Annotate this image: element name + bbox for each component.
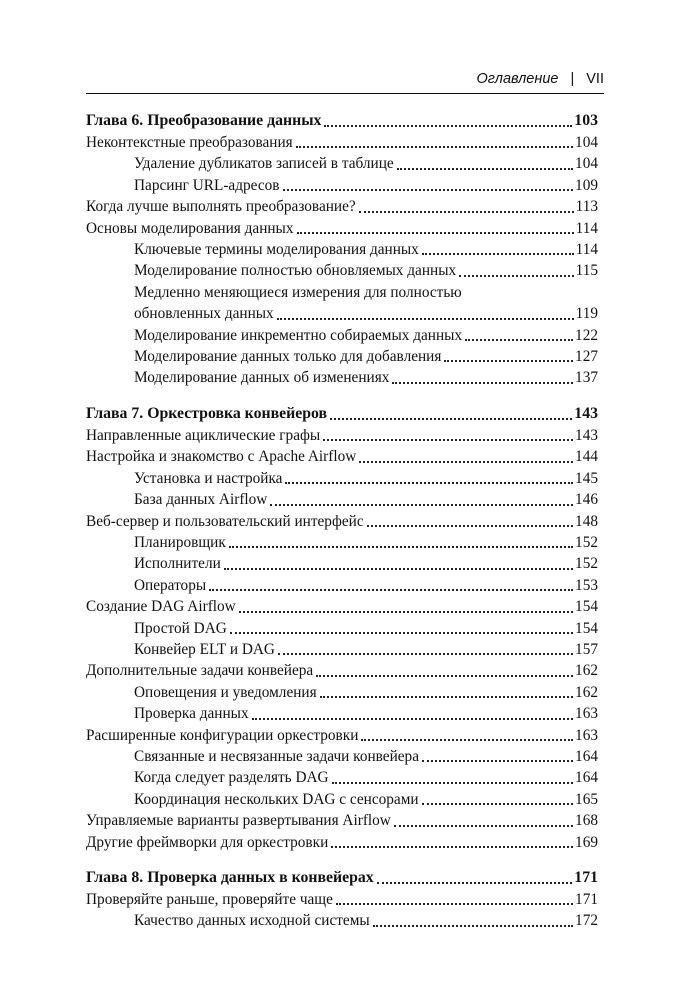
entry-title: Планировщик bbox=[134, 533, 226, 551]
page-number: 115 bbox=[575, 262, 598, 280]
entry-title: Удаление дубликатов записей в таблице bbox=[134, 155, 394, 173]
page-number: 103 bbox=[574, 112, 598, 129]
toc-entry[interactable] bbox=[86, 810, 598, 831]
toc-subentry[interactable] bbox=[86, 767, 598, 788]
entry-title: Операторы bbox=[134, 576, 207, 594]
dot-leader bbox=[224, 568, 573, 570]
page-number: 153 bbox=[575, 576, 598, 594]
entry-title: Простой DAG bbox=[134, 619, 227, 637]
dot-leader bbox=[324, 125, 572, 127]
toc-entry[interactable] bbox=[86, 660, 598, 681]
toc-entry[interactable] bbox=[86, 218, 598, 239]
chapter-6 bbox=[86, 110, 598, 389]
page-number: 143 bbox=[575, 426, 598, 444]
chapter-heading[interactable] bbox=[86, 110, 598, 132]
page-number: 163 bbox=[575, 726, 598, 744]
entry-title: Моделирование полностью обновляемых данных bbox=[134, 262, 457, 280]
entry-title: Управляемые варианты развертывания Airflow bbox=[86, 812, 391, 830]
entry-title: Связанные и несвязанные задачи конвейера bbox=[134, 747, 419, 765]
dot-leader bbox=[230, 632, 573, 634]
dot-leader bbox=[332, 782, 573, 784]
toc-entry[interactable] bbox=[86, 132, 598, 153]
dot-leader bbox=[377, 882, 573, 884]
toc-subentry[interactable] bbox=[86, 468, 598, 489]
toc-subentry[interactable] bbox=[86, 532, 598, 553]
dot-leader bbox=[297, 232, 574, 234]
dot-leader bbox=[320, 696, 573, 698]
dot-leader bbox=[331, 846, 573, 848]
dot-leader bbox=[330, 418, 572, 420]
chapter-8 bbox=[86, 867, 598, 932]
page-number: 137 bbox=[575, 369, 598, 387]
toc-subentry[interactable] bbox=[86, 703, 598, 724]
page-number: 154 bbox=[575, 598, 598, 616]
entry-title: База данных Airflow bbox=[134, 491, 268, 509]
toc-entry[interactable] bbox=[86, 511, 598, 532]
toc-subentry[interactable] bbox=[86, 682, 598, 703]
entry-title: Неконтекстные преобразования bbox=[86, 134, 293, 151]
entry-title: Расширенные конфигурации оркестровки bbox=[86, 726, 359, 744]
toc-entry[interactable] bbox=[86, 832, 598, 853]
entry-title: Ключевые термины моделирования данных bbox=[134, 241, 419, 259]
page-number: 152 bbox=[575, 533, 598, 551]
page-number: 143 bbox=[574, 404, 598, 422]
page-number: 122 bbox=[575, 326, 598, 344]
dot-leader bbox=[444, 360, 573, 362]
dot-leader bbox=[316, 675, 573, 677]
entry-title: Проверяйте раньше, проверяйте чаще bbox=[86, 891, 333, 908]
entry-title: Координация нескольких DAG с сенсорами bbox=[134, 790, 419, 808]
dot-leader bbox=[252, 718, 573, 720]
toc-subentry[interactable] bbox=[86, 746, 598, 767]
toc-subentry[interactable] bbox=[86, 153, 598, 174]
entry-title: Установка и настройка bbox=[134, 469, 283, 487]
page-number: 146 bbox=[575, 491, 598, 509]
toc-subentry[interactable] bbox=[86, 325, 598, 346]
page-number: 104 bbox=[575, 155, 598, 173]
entry-title: Настройка и знакомство с Apache Airflow bbox=[86, 448, 357, 466]
dot-leader bbox=[323, 439, 573, 441]
page-number: 162 bbox=[575, 662, 598, 680]
toc-subentry[interactable] bbox=[86, 175, 598, 196]
chapter-title: Глава 6. Преобразование данных bbox=[86, 112, 322, 129]
dot-leader bbox=[459, 275, 573, 277]
dot-leader bbox=[465, 339, 573, 341]
page-number: 162 bbox=[575, 683, 598, 701]
entry-title: Создание DAG Airflow bbox=[86, 598, 236, 616]
toc-subentry[interactable] bbox=[86, 910, 598, 931]
page-number: 145 bbox=[575, 469, 598, 487]
page-number: 164 bbox=[575, 769, 598, 787]
page-number: 171 bbox=[575, 891, 598, 908]
chapter-heading[interactable] bbox=[86, 867, 598, 889]
toc-entry[interactable] bbox=[86, 725, 598, 746]
dot-leader bbox=[422, 760, 573, 762]
dot-leader bbox=[283, 189, 574, 191]
dot-leader bbox=[229, 546, 573, 548]
dot-leader bbox=[422, 803, 573, 805]
dot-leader bbox=[361, 739, 573, 741]
dot-leader bbox=[285, 482, 573, 484]
entry-title: Моделирование инкрементно собираемых данных bbox=[134, 326, 463, 344]
chapter-title: Глава 8. Проверка данных в конвейерах bbox=[86, 869, 374, 886]
entry-title: Дополнительные задачи конвейера bbox=[86, 662, 314, 680]
dot-leader bbox=[394, 825, 573, 827]
page-number: 157 bbox=[575, 640, 598, 658]
page-number: 144 bbox=[575, 448, 598, 466]
toc-entry[interactable] bbox=[86, 425, 598, 446]
toc-subentry[interactable] bbox=[86, 618, 598, 639]
dot-leader bbox=[392, 382, 573, 384]
toc-subentry[interactable] bbox=[86, 260, 598, 281]
dot-leader bbox=[239, 611, 573, 613]
entry-title: обновленных данных bbox=[134, 305, 274, 323]
entry-title: Парсинг URL-адресов bbox=[134, 176, 280, 194]
chapter-heading[interactable] bbox=[86, 403, 598, 425]
page-number: 172 bbox=[575, 912, 598, 930]
toc-subentry[interactable] bbox=[86, 639, 598, 660]
page-number: 148 bbox=[575, 512, 598, 530]
page-number: 169 bbox=[575, 833, 598, 851]
page-number: 165 bbox=[575, 790, 598, 808]
toc-entry[interactable] bbox=[86, 196, 598, 217]
dot-leader bbox=[397, 168, 573, 170]
page-number: 163 bbox=[575, 705, 598, 723]
page-number: 164 bbox=[575, 747, 598, 765]
entry-title: Конвейер ELT и DAG bbox=[134, 640, 275, 658]
toc-entry[interactable] bbox=[86, 596, 598, 617]
toc-subentry[interactable] bbox=[86, 489, 598, 510]
running-head bbox=[86, 68, 604, 90]
entry-title: Исполнители bbox=[134, 555, 221, 573]
running-head-page-number: VII bbox=[586, 71, 604, 87]
dot-leader bbox=[359, 211, 574, 213]
chapter-title: Глава 7. Оркестровка конвейеров bbox=[86, 404, 328, 422]
running-head-section: Оглавление bbox=[476, 71, 559, 87]
dot-leader bbox=[336, 903, 573, 905]
toc-subentry[interactable] bbox=[86, 575, 598, 596]
dot-leader bbox=[296, 146, 573, 148]
toc-entry[interactable] bbox=[86, 889, 598, 910]
page-number: 109 bbox=[575, 176, 598, 194]
dot-leader bbox=[422, 253, 574, 255]
toc-subentry[interactable] bbox=[86, 367, 598, 388]
page-number: 171 bbox=[574, 869, 598, 886]
dot-leader bbox=[367, 525, 573, 527]
dot-leader bbox=[359, 461, 573, 463]
entry-title: Проверка данных bbox=[134, 705, 249, 723]
dot-leader bbox=[270, 504, 573, 506]
page-number: 113 bbox=[575, 198, 598, 216]
toc-subentry-wrapped-line[interactable]: Медленно меняющиеся измерения для полностью bbox=[134, 283, 462, 301]
table-of-contents bbox=[86, 110, 598, 946]
page-number: 168 bbox=[575, 812, 598, 830]
entry-title: Когда следует разделять DAG bbox=[134, 769, 329, 787]
entry-title: Веб-сервер и пользовательский интерфейс bbox=[86, 512, 364, 530]
toc-subentry[interactable] bbox=[86, 789, 598, 810]
entry-title: Когда лучше выполнять преобразование? bbox=[86, 198, 356, 216]
entry-title: Основы моделирования данных bbox=[86, 219, 294, 237]
toc-entry[interactable] bbox=[86, 446, 598, 467]
page-number: 127 bbox=[575, 348, 598, 366]
header-rule bbox=[86, 93, 604, 94]
page-number: 152 bbox=[575, 555, 598, 573]
page-number: 119 bbox=[575, 305, 598, 323]
dot-leader bbox=[278, 653, 573, 655]
entry-title: Моделирование данных об изменениях bbox=[134, 369, 390, 387]
entry-title: Направленные ациклические графы bbox=[86, 426, 321, 444]
toc-subentry[interactable] bbox=[86, 346, 598, 367]
page-number: 114 bbox=[575, 241, 598, 259]
entry-title: Другие фреймворки для оркестровки bbox=[86, 833, 329, 851]
chapter-7 bbox=[86, 403, 598, 853]
dot-leader bbox=[209, 589, 573, 591]
entry-title: Качество данных исходной системы bbox=[134, 912, 370, 930]
entry-title: Оповещения и уведомления bbox=[134, 683, 317, 701]
toc-subentry[interactable] bbox=[86, 239, 598, 260]
toc-subentry[interactable] bbox=[86, 303, 598, 324]
page-number: 154 bbox=[575, 619, 598, 637]
toc-subentry[interactable] bbox=[86, 553, 598, 574]
page-number: 104 bbox=[575, 134, 598, 151]
dot-leader bbox=[277, 318, 574, 320]
entry-title: Моделирование данных только для добавления bbox=[134, 348, 442, 366]
dot-leader bbox=[373, 925, 573, 927]
page-number: 114 bbox=[575, 219, 598, 237]
running-head-separator: | bbox=[570, 71, 575, 87]
